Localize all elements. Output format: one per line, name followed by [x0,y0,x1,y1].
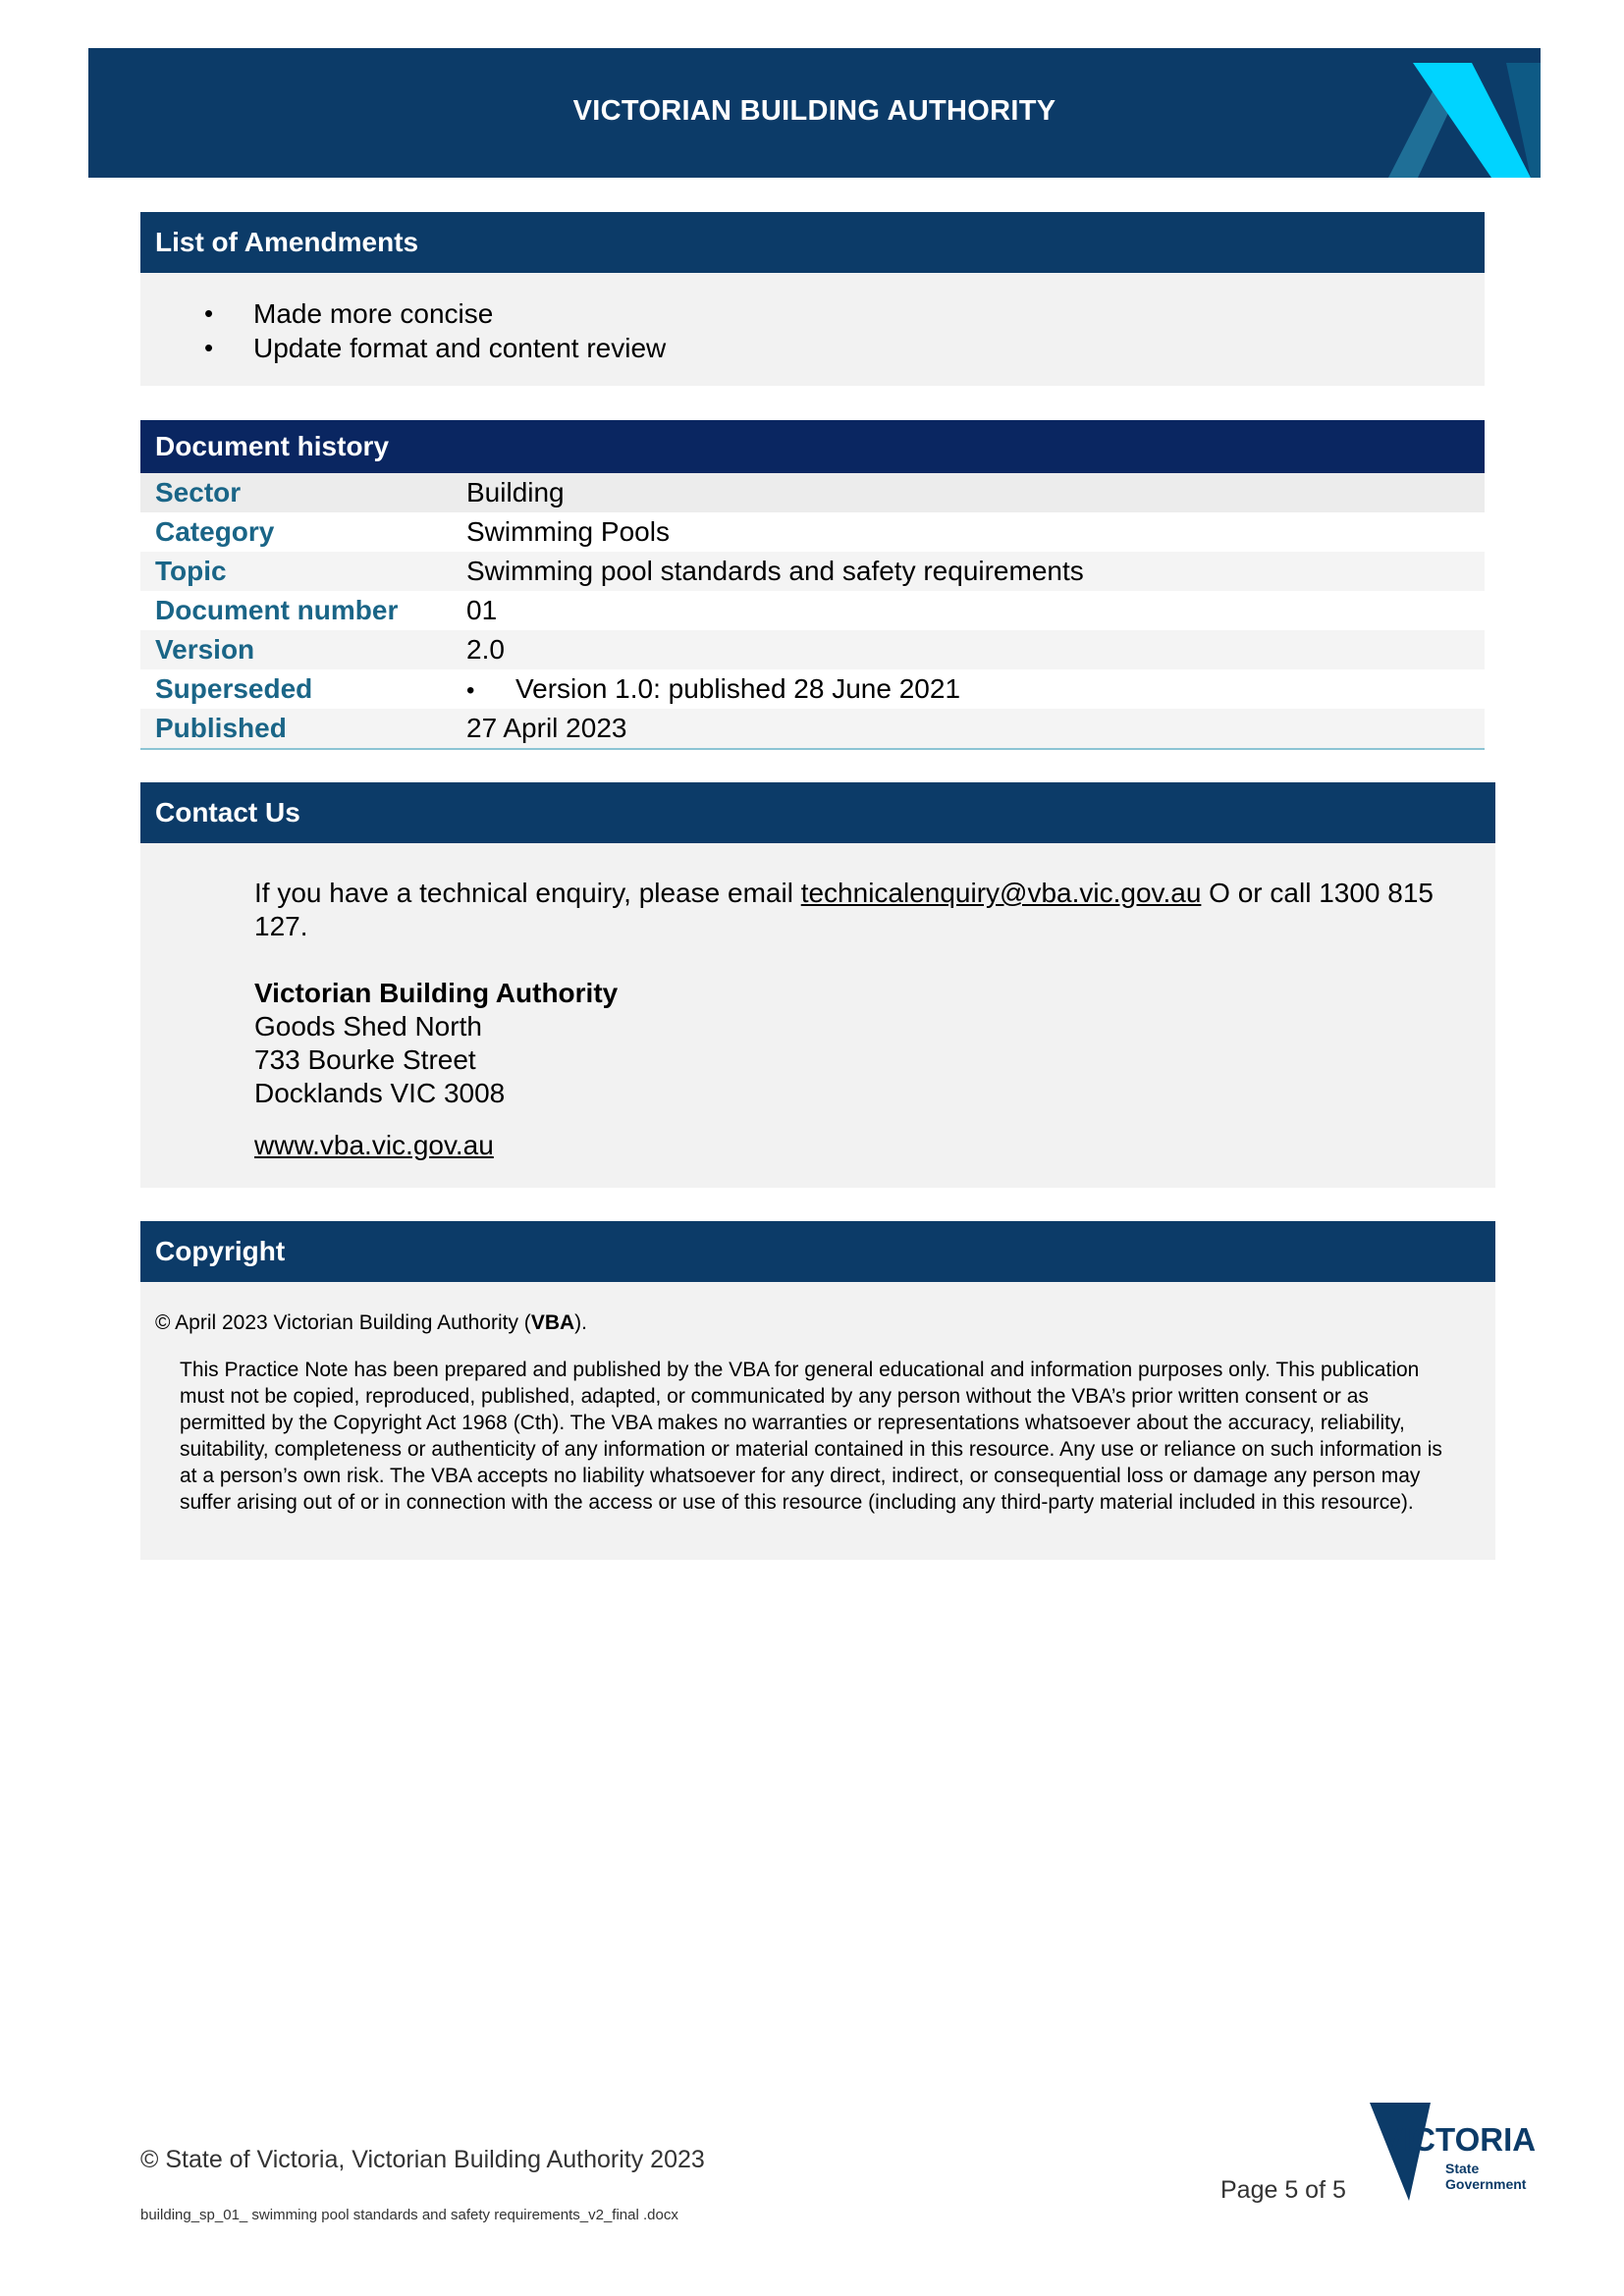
website-link[interactable]: www.vba.vic.gov.au [254,1130,494,1160]
history-row-topic [140,552,1485,591]
amendment-item: • Made more concise [140,296,666,331]
copyright-paragraph: This Practice Note has been prepared and published by the VBA for general educational and information purposes only. This publication must not be copied, reproduced, published, adapted, or communicated by any person without the VBA’s prior written consent or as permitted by the Copyright Act 1968 (Cth). The VBA makes no warranties or representations whatsoever about the accuracy, reliability, suitability, completeness or authenticity of any information or material contained in this resource. Any use or reliance on such information is at a person’s own risk. The VBA accepts no liability whatsoever for any direct, indirect, or consequential loss or damage any person may suffer arising out of or in connection with the access or use of this resource (including any third-party material included in this resource). [180,1359,1442,1514]
footer-copyright: © State of Victoria, Victorian Building Authority 2023 [140,2146,705,2173]
page-number: Page 5 of 5 [1220,2176,1346,2204]
copyright-heading: Copyright [140,1221,1495,1282]
history-label: Sector [155,477,242,507]
header-banner [88,48,1541,178]
history-value: Version 1.0: published 28 June 2021 [515,673,961,704]
address-line: Docklands VIC 3008 [254,1078,506,1108]
history-label: Document number [155,595,399,625]
bullet-icon: • [466,677,475,704]
enquiry-phone-text: O or call 1300 815 [1201,878,1434,908]
website-wrapper [254,1129,494,1162]
logo-sub-state: State [1445,2161,1480,2176]
amendments-panel [140,273,1485,386]
contact-heading: Contact Us [140,782,1495,843]
amendment-item: • Update format and content review [140,331,666,365]
history-value: 01 [466,595,498,625]
history-label: Topic [155,556,227,586]
history-value: Building [466,477,565,507]
history-value: Swimming pool standards and safety requirements [466,556,1084,586]
history-label: Superseded [155,673,313,704]
copyright-text: ). [574,1311,587,1334]
history-row-category [140,512,1485,552]
footer-filename: building_sp_01_ swimming pool standards and safety requirements_v2_final .docx [140,2207,678,2223]
history-value: 27 April 2023 [466,713,627,743]
copyright-line [155,1311,587,1335]
contact-address [254,977,618,1110]
victoria-state-government-logo-icon [1370,2103,1542,2206]
address-line: Goods Shed North [254,1011,482,1041]
history-heading: Document history [140,420,1485,473]
vba-chevron-logo-icon [1344,48,1541,178]
copyright-text: © April 2023 Victorian Building Authority ( [155,1311,531,1334]
history-value: 2.0 [466,634,505,665]
history-label: Published [155,713,287,743]
address-line: 733 Bourke Street [254,1044,476,1075]
contact-panel [140,843,1495,1188]
logo-wordmark: VICTORIA [1381,2121,1537,2158]
history-bottom-rule [140,748,1485,750]
enquiry-text: If you have a technical enquiry, please email [254,878,801,908]
email-link[interactable]: technicalenquiry@vba.vic.gov.au [800,878,1202,908]
history-label: Version [155,634,255,665]
history-row-document-number [140,591,1485,630]
history-row-superseded [140,669,1485,709]
amendments-heading: List of Amendments [140,212,1485,273]
history-value: Swimming Pools [466,516,670,547]
enquiry-phone-text: 127. [254,911,308,941]
history-row-version [140,630,1485,669]
logo-sub-government: Government [1445,2176,1527,2192]
copyright-panel [140,1282,1495,1560]
history-row-sector [140,473,1485,512]
contact-enquiry [254,877,1472,943]
history-row-published [140,709,1485,748]
copyright-abbrev: VBA [530,1311,575,1334]
history-label: Category [155,516,275,547]
header-title: VICTORIAN BUILDING AUTHORITY [572,95,1056,127]
org-name: Victorian Building Authority [254,978,619,1008]
amendments-list [140,296,666,365]
